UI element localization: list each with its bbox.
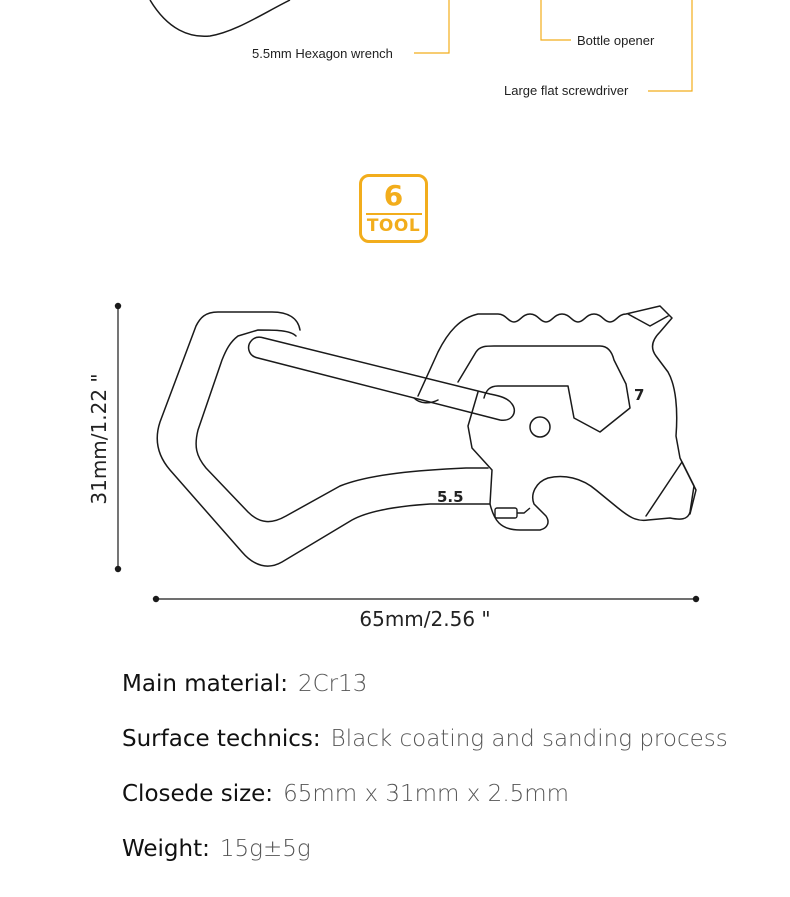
spec-row-surface	[122, 724, 728, 754]
spec-value: 2Cr13	[297, 671, 368, 697]
hex-size-label: 5.5	[437, 488, 464, 506]
spec-row-weight	[122, 834, 311, 864]
height-dim-top-dot	[115, 303, 121, 309]
height-dimension-label: 31mm/1.22 "	[87, 373, 111, 505]
badge-number: 6	[383, 179, 404, 212]
hex-wrench-callout: 5.5mm Hexagon wrench	[252, 46, 393, 61]
width-dim-right-dot	[693, 596, 699, 602]
spec-row-material	[122, 669, 367, 699]
wrench-size-label: 7	[634, 386, 645, 404]
bottle-opener-callout: Bottle opener	[577, 33, 655, 48]
width-dimension-label: 65mm/2.56 "	[359, 607, 491, 631]
flat-screwdriver-callout: Large flat screwdriver	[504, 83, 629, 98]
spec-key: Closede size:	[122, 781, 274, 807]
badge-word: TOOL	[366, 216, 421, 236]
spec-value: Black coating and sanding process	[330, 726, 728, 752]
spec-key: Surface technics:	[122, 726, 321, 752]
spec-row-size	[122, 779, 569, 809]
spec-value: 15g±5g	[219, 836, 311, 862]
height-dim-bottom-dot	[115, 566, 121, 572]
width-dim-left-dot	[153, 596, 159, 602]
spec-value: 65mm x 31mm x 2.5mm	[283, 781, 570, 807]
spec-key: Weight:	[122, 836, 210, 862]
spec-key: Main material:	[122, 671, 288, 697]
